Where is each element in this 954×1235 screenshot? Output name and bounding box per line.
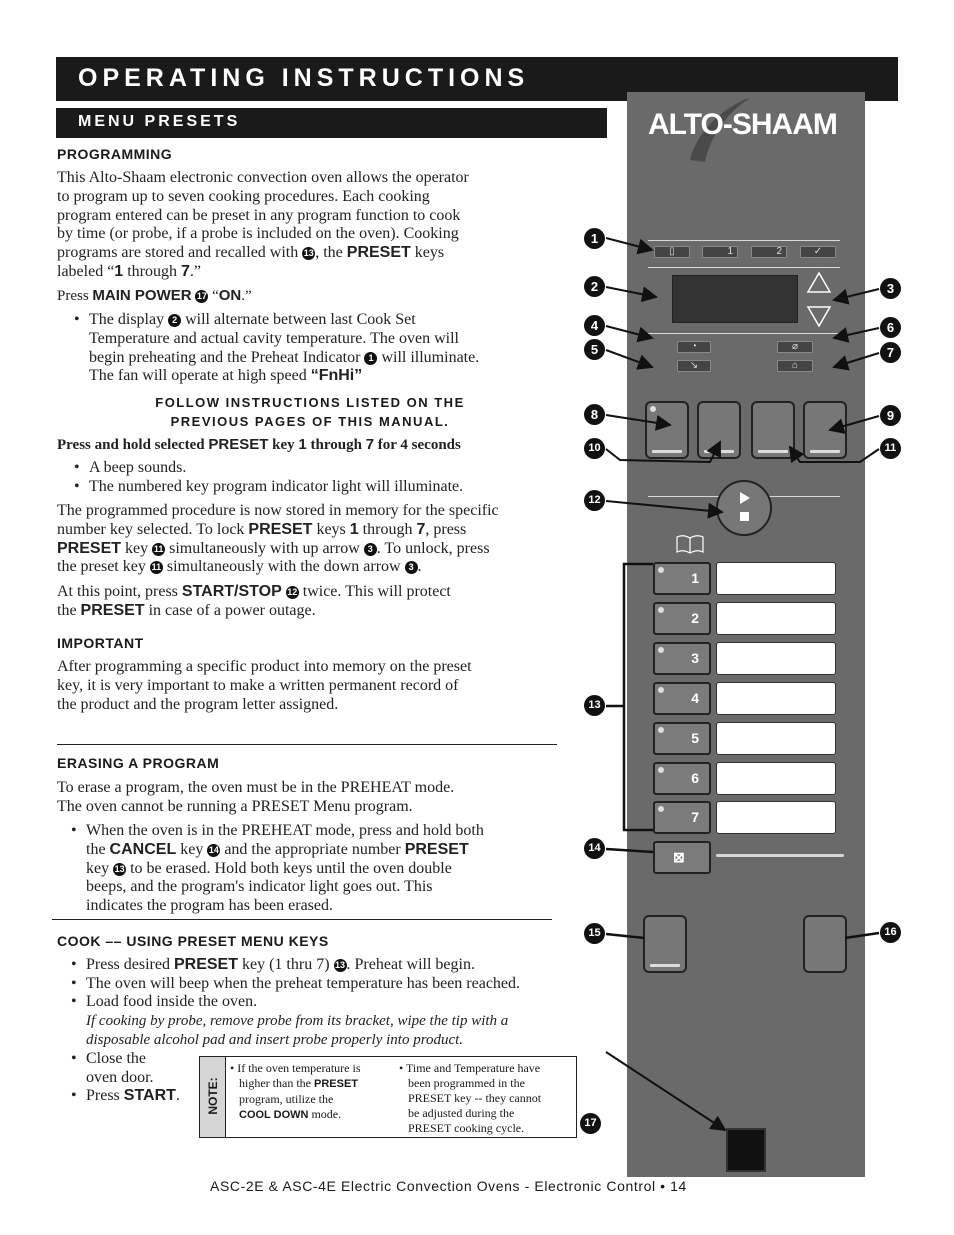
note-box [199,1056,577,1138]
stored-paragraph: The programmed procedure is now stored in memory for the specific number key selected. To lock PRESET keys 1 through 7, press PRESET key 11 simultaneously with up arrow 3 . To unlock, press the preset key 11 simultaneously with the down arrow 3 . [57,502,499,576]
callout-5: 5 [584,339,605,360]
note-label: NOTE: [206,1077,220,1115]
callout-2: 2 [584,276,605,297]
divider [52,919,552,920]
preset-key-5[interactable]: 5 [653,722,711,755]
probe-indicator: ⌀ [777,341,813,353]
timer-indicator: ↘ [677,360,711,372]
fan-1-indicator: 1 [702,246,738,258]
callout-6: 6 [880,317,901,338]
page-title: OPERATING INSTRUCTIONS [78,64,530,92]
callout-11: 11 [880,438,901,459]
cook-heading: COOK –– USING PRESET MENU KEYS [57,933,329,949]
cancel-key[interactable]: ⊠ [653,841,711,874]
important-paragraph: After programming a specific product into memory on the preset key, it is very important to make a written permanent record of the product and the program letter assigned. [57,658,472,713]
page-footer: ASC-2E & ASC-4E Electric Convection Ovens - Electronic Control • 14 [210,1178,687,1194]
callout-4: 4 [584,315,605,336]
beep-bullet: • A beep sounds. [89,459,186,478]
probe-note: If cooking by probe, remove probe from its bracket, wipe the tip with a disposable alcohol pad and insert probe properly into product. [86,1013,509,1048]
callout-9: 9 [880,405,901,426]
callout-1: 1 [584,228,605,249]
press-and-hold: Press and hold selected PRESET key 1 through 7 for 4 seconds [57,436,461,453]
note-column-1: • If the oven temperature is higher than the PRESET program, utilize the COOL DOWN mode. [230,1061,361,1121]
cook-bullet-2: • The oven will beep when the preheat temperature has been reached. [86,975,520,994]
callout-16: 16 [880,922,901,943]
callout-3: 3 [880,278,901,299]
fan-2-indicator: 2 [751,246,787,258]
preset-key-1[interactable]: 1 [653,562,711,595]
display-bullet: • The display 2 will alternate between last Cook Set Temperature and actual cavity temperature. The oven will begin preheating and the Preheat Indicator 1 will illuminate. The fan will operate at high speed “FnHi” [89,311,479,386]
programming-heading: PROGRAMMING [57,146,173,162]
divider [57,744,557,745]
preset-key-2[interactable]: 2 [653,602,711,635]
section-header [56,108,607,138]
press-main-power: Press MAIN POWER 17 “ON.” [57,287,252,304]
callout-17: 17 [580,1113,601,1134]
start-stop-paragraph: At this point, press START/STOP 12 twice. This will protect the PRESET in case of a power outage. [57,583,451,619]
erasing-heading: ERASING A PROGRAM [57,755,220,771]
preset-key-6[interactable]: 6 [653,762,711,795]
preset-key-4[interactable]: 4 [653,682,711,715]
alto-shaam-logo: ALTO-SHAAM [648,108,837,141]
follow-instructions: FOLLOW INSTRUCTIONS LISTED ON THE PREVIOUS PAGES OF THIS MANUAL. [155,395,465,429]
cook-bullet-1: • Press desired PRESET key (1 thru 7) 13. Preheat will begin. [86,956,475,975]
callout-10: 10 [584,438,605,459]
cook-bullet-5: • Press START. [86,1087,180,1106]
callout-14: 14 [584,838,605,859]
callout-8: 8 [584,404,605,425]
cook-bullet-4: • Close the oven door. [86,1050,154,1088]
section-title: MENU PRESETS [78,113,241,130]
important-heading: IMPORTANT [57,635,144,651]
preset-key-3[interactable]: 3 [653,642,711,675]
preheat-indicator: ▯ [654,246,690,258]
erasing-paragraph: To erase a program, the oven must be in the PREHEAT mode. The oven cannot be running a PRESET Menu program. [57,779,455,815]
cook-bullet-3: • Load food inside the oven. [86,993,257,1012]
time-indicator: ◔ [677,341,711,353]
erase-bullet: • When the oven is in the PREHEAT mode, press and hold both the CANCEL key 14 and the appropriate number PRESET key 13 to be erased. Hold both keys until the oven double beeps, and the program's indicator light goes out. This indicates the program has been erased. [86,822,484,916]
callout-7: 7 [880,342,901,363]
callout-12: 12 [584,490,605,511]
programming-intro: This Alto-Shaam electronic convection oven allows the operator to program up to seven cooking procedures. Each cooking program entered can be preset in any program function to cook by time (or probe, if a probe is included on the oven). Cooking programs are stored and recalled with 13, the PRESET keys labeled “1 through 7.” [57,169,469,280]
ready-indicator: ✓ [800,246,836,258]
note-column-2: • Time and Temperature have been programmed in the PRESET key -- they cannot be adjusted during the PRESET cooking cycle. [399,1061,542,1135]
lock-indicator: ⌂ [777,360,813,372]
callout-13: 13 [584,695,605,716]
callout-leader-lines [560,200,920,1180]
indicator-bullet: • The numbered key program indicator light will illuminate. [89,478,463,497]
callout-15: 15 [584,923,605,944]
preset-key-7[interactable]: 7 [653,801,711,834]
